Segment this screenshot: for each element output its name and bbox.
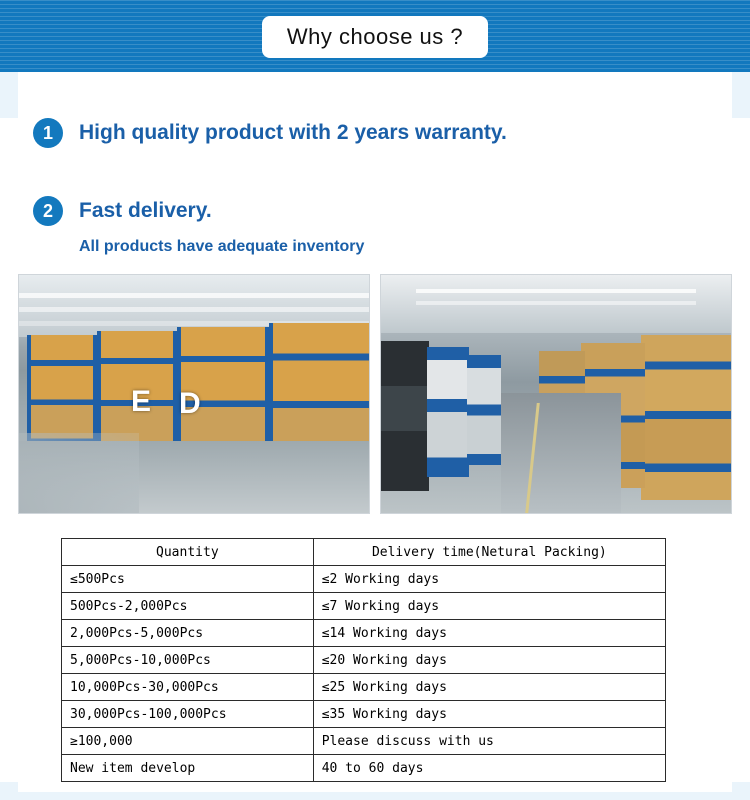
cell-delivery: ≤25 Working days bbox=[313, 674, 665, 701]
table-row bbox=[62, 674, 666, 701]
cell-quantity: ≤500Pcs bbox=[62, 566, 314, 593]
table-row bbox=[62, 728, 666, 755]
pallet-rack bbox=[427, 347, 469, 477]
delivery-table-wrap bbox=[0, 538, 750, 782]
cell-quantity: 2,000Pcs-5,000Pcs bbox=[62, 620, 314, 647]
aisle-label-e: E bbox=[131, 385, 152, 418]
ceiling-lights-icon bbox=[381, 275, 731, 333]
pallet-rack bbox=[381, 341, 429, 491]
table-row bbox=[62, 620, 666, 647]
selling-point-1 bbox=[0, 118, 750, 148]
content-area bbox=[0, 118, 750, 782]
cell-delivery: ≤2 Working days bbox=[313, 566, 665, 593]
page-title-box bbox=[262, 16, 488, 58]
warehouse-photo-left bbox=[18, 274, 370, 514]
table-row bbox=[62, 701, 666, 728]
table-row bbox=[62, 566, 666, 593]
page-title: Why choose us ? bbox=[286, 24, 464, 49]
table-header-quantity: Quantity bbox=[62, 539, 314, 566]
aisle-label-d: D bbox=[179, 387, 201, 420]
table-header-row bbox=[62, 539, 666, 566]
cell-delivery: ≤20 Working days bbox=[313, 647, 665, 674]
cell-quantity: ≥100,000 bbox=[62, 728, 314, 755]
pallet-rack bbox=[467, 355, 501, 465]
cell-delivery: Please discuss with us bbox=[313, 728, 665, 755]
warehouse-corridor bbox=[501, 393, 621, 513]
cell-delivery: 40 to 60 days bbox=[313, 755, 665, 782]
point-subtext-2: All products have adequate inventory bbox=[79, 238, 365, 255]
table-row bbox=[62, 755, 666, 782]
cell-quantity: New item develop bbox=[62, 755, 314, 782]
warehouse-aisle bbox=[19, 433, 139, 513]
page-edge-bottom bbox=[0, 792, 750, 800]
selling-point-2 bbox=[0, 196, 750, 226]
delivery-time-table bbox=[61, 538, 666, 782]
cell-quantity: 30,000Pcs-100,000Pcs bbox=[62, 701, 314, 728]
point-badge-1: 1 bbox=[33, 118, 63, 148]
warehouse-photo-right bbox=[380, 274, 732, 514]
table-body bbox=[62, 566, 666, 782]
point-text-1: High quality product with 2 years warranty. bbox=[79, 121, 507, 144]
point-text-2: Fast delivery. bbox=[79, 199, 212, 222]
header-banner bbox=[0, 0, 750, 72]
warehouse-photo-row bbox=[0, 274, 750, 514]
cell-quantity: 10,000Pcs-30,000Pcs bbox=[62, 674, 314, 701]
cell-quantity: 500Pcs-2,000Pcs bbox=[62, 593, 314, 620]
table-row bbox=[62, 647, 666, 674]
point-badge-2: 2 bbox=[33, 196, 63, 226]
cell-quantity: 5,000Pcs-10,000Pcs bbox=[62, 647, 314, 674]
cell-delivery: ≤7 Working days bbox=[313, 593, 665, 620]
cell-delivery: ≤35 Working days bbox=[313, 701, 665, 728]
pallet-rack bbox=[641, 335, 731, 500]
cell-delivery: ≤14 Working days bbox=[313, 620, 665, 647]
table-row bbox=[62, 593, 666, 620]
table-header-delivery-time: Delivery time(Netural Packing) bbox=[313, 539, 665, 566]
